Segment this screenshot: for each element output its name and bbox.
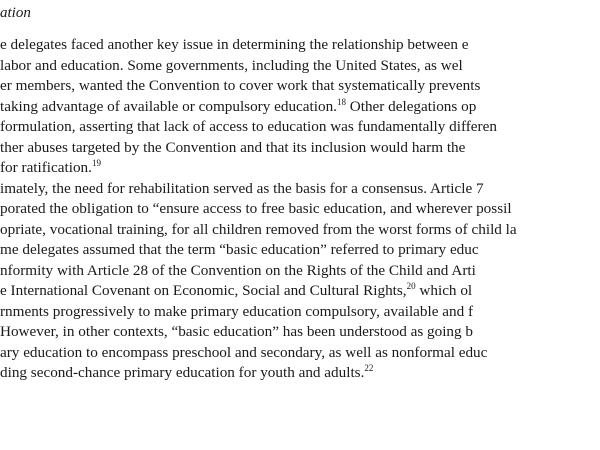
line-text: which ol	[415, 282, 473, 299]
text-line	[0, 363, 600, 384]
text-line	[0, 240, 600, 261]
line-text: However, in other contexts, “basic education” has been understood as going b	[0, 323, 474, 340]
text-line	[0, 117, 600, 138]
line-text: e delegates faced another key issue in determining the relationship between e	[0, 36, 469, 53]
text-line	[0, 97, 600, 118]
text-line	[0, 179, 600, 200]
footnote-ref[interactable]: 22	[364, 363, 374, 373]
footnote-ref[interactable]: 18	[336, 96, 346, 107]
paragraph	[0, 179, 600, 384]
text-line	[0, 322, 600, 343]
line-text: formulation, asserting that lack of access to education was fundamentally differen	[0, 118, 497, 135]
text-line	[0, 343, 600, 364]
line-text: porated the obligation to “ensure access to free basic education, and wherever possil	[0, 200, 512, 217]
body-text	[0, 35, 600, 384]
text-line	[0, 261, 600, 282]
line-text: nformity with Article 28 of the Convention on the Rights of the Child and Arti	[0, 261, 476, 279]
line-text: Other delegations op	[345, 97, 477, 115]
running-header-text: ation	[0, 5, 31, 21]
text-line	[0, 56, 600, 77]
footnote-ref[interactable]: 19	[91, 158, 101, 168]
paragraph	[0, 35, 600, 179]
line-text: opriate, vocational training, for all children removed from the worst forms of child la	[0, 220, 517, 238]
line-text: er members, wanted the Convention to cover work that systematically prevents	[0, 77, 481, 94]
text-line	[0, 35, 600, 56]
line-text: ary education to encompass preschool and secondary, as well as nonformal educ	[0, 343, 488, 361]
line-text: for ratification.	[0, 159, 92, 176]
line-text: me delegates assumed that the term “basic education” referred to primary educ	[0, 241, 479, 258]
line-text: imately, the need for rehabilitation served as the basis for a consensus. Article 7	[0, 179, 484, 197]
line-text: ding second-chance primary education for youth and adults.	[0, 364, 365, 381]
footnote-ref[interactable]: 20	[406, 281, 416, 291]
line-text: labor and education. Some governments, including the United States, as wel	[0, 56, 463, 74]
text-line	[0, 281, 600, 302]
running-header	[0, 4, 31, 22]
text-line	[0, 76, 600, 97]
text-line	[0, 138, 600, 159]
text-line	[0, 220, 600, 241]
line-text: ther abuses targeted by the Convention and that its inclusion would harm the	[0, 138, 466, 156]
text-line	[0, 199, 600, 220]
line-text: taking advantage of available or compulsory education.	[0, 97, 337, 115]
line-text: e International Covenant on Economic, Social and Cultural Rights,	[0, 282, 407, 299]
text-line	[0, 302, 600, 323]
line-text: rnments progressively to make primary education compulsory, available and f	[0, 302, 474, 320]
text-line	[0, 158, 600, 179]
